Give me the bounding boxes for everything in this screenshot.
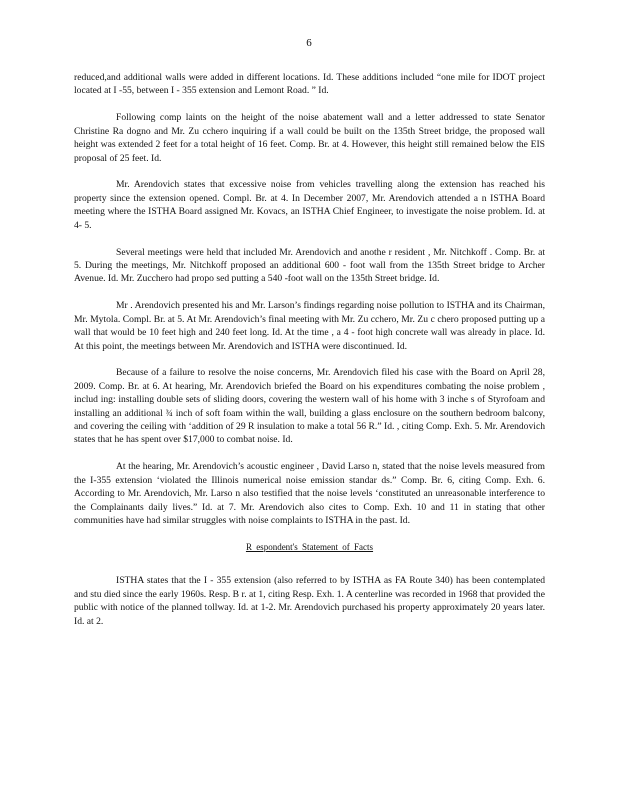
paragraph-2: Following comp laints on the height of the noise abatement wall and a letter addressed to state Senator Christine Ra dogno and Mr. Zu cchero inquiring if a wall could be built on the 135th Street bridge, the proposed wall height was extended 2 feet for a total height of 16 feet. Comp. Br. at 4. However, this height still remained below the EIS proposal of 25 feet. Id. <box>74 112 545 164</box>
paragraph-5: Mr . Arendovich presented his and Mr. Larson’s findings regarding noise pollution to ISTHA and its Chairman, Mr. Mytola. Compl. Br. at 5. At Mr. Arendovich’s final meeting with Mr. Zu cchero, Mr. Zu c chero proposed putting up a wall that would be 10 feet high and 240 feet long. Id. At the time , a 4 - foot high concrete wall was already in place. Id. At this point, the meetings between Mr. Arendovich and ISTHA were discontinued. Id. <box>74 300 545 352</box>
paragraph-4: Several meetings were held that included Mr. Arendovich and anothe r resident , Mr. Nitchkoff . Comp. Br. at 5. During the meetings, Mr. Nitchkoff proposed an additional 600 - foot wall from the 135th Street bridge to Archer Avenue. Id. Mr. Zucchero had propo sed putting a 540 -foot wall on the 135th Street bridge. Id. <box>74 246 545 285</box>
paragraph-6: Because of a failure to resolve the noise concerns, Mr. Arendovich filed his case with the Board on April 28, 2009. Comp. Br. at 6. At hearing, Mr. Arendovich briefed the Board on his expenditures combating the noise problem , includ ing: installing double sets of sliding doors, covering the western wall of his home with 3 inche s of Styrofoam and installing an additional ¾ inch of soft foam within the wall, building a glass enclosure on the southern bedroom balcony, and covering the ceiling with ‘addition of 29 R insulation to make a total 56 R.” Id. , citing Comp. Exh. 5. Mr. Arendovich states that he has spent over $17,000 to combat noise. Id. <box>74 367 545 446</box>
section-heading-text: R espondent's Statement of Facts <box>245 541 374 552</box>
section-heading <box>74 541 545 554</box>
body-text <box>74 71 545 641</box>
paragraph-3: Mr. Arendovich states that excessive noise from vehicles travelling along the extension has reached his property since the extension opened. Compl. Br. at 4. In December 2007, Mr. Arendovich attended a n ISTHA Board meeting where the ISTHA Board assigned Mr. Kovacs, an ISTHA Chief Engineer, to investigate the noise problem. Id. at 4- 5. <box>74 179 545 231</box>
page-number: 6 <box>306 37 312 49</box>
paragraph-1: reduced,and additional walls were added in different locations. Id. These additions included “one mile for IDOT project located at I -55, between I - 355 extension and Lemont Road. ” Id. <box>74 72 545 97</box>
paragraph-7: At the hearing, Mr. Arendovich’s acoustic engineer , David Larso n, stated that the noise levels measured from the I-355 extension ‘violated the Illinois numerical noise emission standar ds.” Comp. Br. 6, citing Comp. Exh. 6. According to Mr. Arendovich, Mr. Larso n also testified that the noise levels ‘constituted an unreasonable interference to the Complainants daily lives.” Id. at 7. Mr. Arendovich also cites to Comp. Exh. 10 and 11 in stating that other communities have had similar struggles with noise complaints to ISTHA in the past. Id. <box>74 461 545 526</box>
paragraph-8: ISTHA states that the I - 355 extension (also referred to by ISTHA as FA Route 340) has been contemplated and stu died since the early 1960s. Resp. B r. at 1, citing Resp. Exh. 1. A centerline was recorded in 1968 that provided the public with notice of the planned tollway. Id. at 1-2. Mr. Arendovich purchased his property approximately 20 years later. Id. at 2. <box>74 575 545 627</box>
